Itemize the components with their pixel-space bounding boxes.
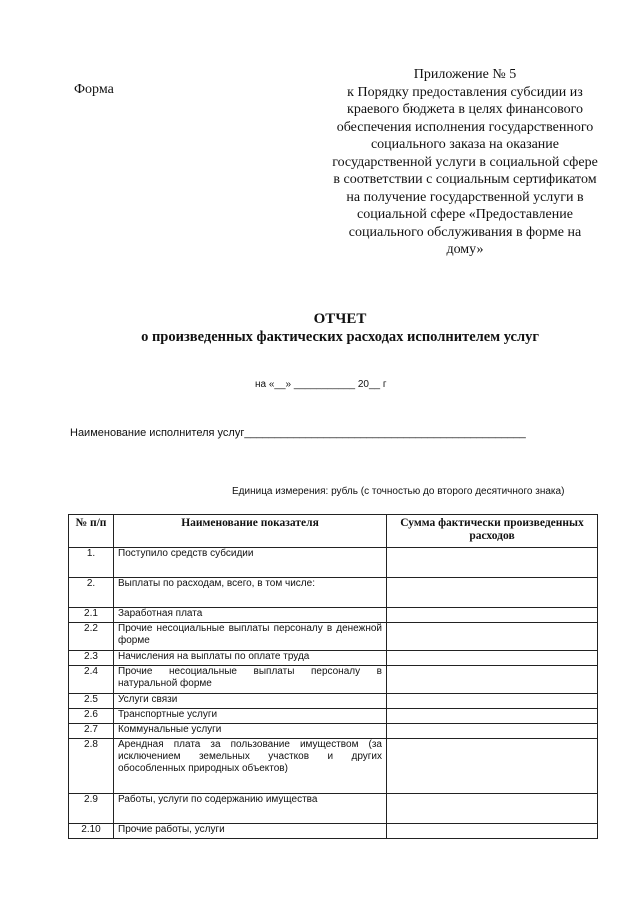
row-amount xyxy=(387,666,598,694)
header-name: Наименование показателя xyxy=(114,515,387,548)
row-name: Заработная плата xyxy=(114,608,387,623)
row-amount xyxy=(387,578,598,608)
row-name: Арендная плата за пользование имуществом (за исключением земельных участков и других обособленных природных объектов) xyxy=(114,739,387,794)
row-num: 2.8 xyxy=(69,739,114,794)
row-name: Услуги связи xyxy=(114,694,387,709)
row-name: Прочие несоциальные выплаты персоналу в денежной форме xyxy=(114,623,387,651)
row-num: 2.1 xyxy=(69,608,114,623)
expenses-table xyxy=(68,514,598,839)
table-row xyxy=(69,548,598,578)
row-name: Начисления на выплаты по оплате труда xyxy=(114,651,387,666)
header-amount: Сумма фактически произведенных расходов xyxy=(387,515,598,548)
row-amount xyxy=(387,608,598,623)
report-date-line: на «__» ___________ 20__ г xyxy=(255,379,387,390)
appendix-text: к Порядку предоставления субсидии из краевого бюджета в целях финансового обеспечения исполнения государственного социального заказа на оказание государственной услуги в социальной сфере в соответствии с социальным сертификатом на получение государственной услуги в социальной сфере «Предоставление социального обслуживания в форме на дому» xyxy=(332,84,598,257)
unit-of-measure: Единица измерения: рубль (с точностью до второго десятичного знака) xyxy=(232,486,565,497)
row-amount xyxy=(387,651,598,666)
form-label: Форма xyxy=(74,82,114,97)
row-amount xyxy=(387,724,598,739)
table-row xyxy=(69,651,598,666)
header-num: № п/п xyxy=(69,515,114,548)
row-num: 2. xyxy=(69,578,114,608)
row-name: Работы, услуги по содержанию имущества xyxy=(114,794,387,824)
table-row xyxy=(69,694,598,709)
row-num: 1. xyxy=(69,548,114,578)
row-num: 2.3 xyxy=(69,651,114,666)
table-row xyxy=(69,608,598,623)
row-name: Прочие несоциальные выплаты персоналу в натуральной форме xyxy=(114,666,387,694)
row-name: Прочие работы, услуги xyxy=(114,824,387,839)
executor-name-line: Наименование исполнителя услуг______________________________________________ xyxy=(70,427,526,439)
row-num: 2.6 xyxy=(69,709,114,724)
row-amount xyxy=(387,824,598,839)
row-name: Поступило средств субсидии xyxy=(114,548,387,578)
table-row xyxy=(69,666,598,694)
row-amount xyxy=(387,548,598,578)
row-num: 2.10 xyxy=(69,824,114,839)
row-amount xyxy=(387,694,598,709)
row-num: 2.5 xyxy=(69,694,114,709)
row-amount xyxy=(387,739,598,794)
table-header-row xyxy=(69,515,598,548)
report-subtitle: о произведенных фактических расходах исполнителем услуг xyxy=(141,329,539,345)
table-row xyxy=(69,794,598,824)
table-row xyxy=(69,724,598,739)
row-amount xyxy=(387,709,598,724)
row-num: 2.2 xyxy=(69,623,114,651)
appendix-block xyxy=(330,66,600,259)
row-amount xyxy=(387,623,598,651)
appendix-number: Приложение № 5 xyxy=(413,67,517,82)
row-name: Коммунальные услуги xyxy=(114,724,387,739)
row-num: 2.4 xyxy=(69,666,114,694)
row-amount xyxy=(387,794,598,824)
row-name: Выплаты по расходам, всего, в том числе: xyxy=(114,578,387,608)
table-row xyxy=(69,623,598,651)
table-row xyxy=(69,578,598,608)
table-row xyxy=(69,739,598,794)
table-row xyxy=(69,709,598,724)
report-title: ОТЧЕТ xyxy=(313,311,367,327)
row-num: 2.7 xyxy=(69,724,114,739)
report-title-block xyxy=(60,311,620,346)
row-num: 2.9 xyxy=(69,794,114,824)
row-name: Транспортные услуги xyxy=(114,709,387,724)
table-row xyxy=(69,824,598,839)
